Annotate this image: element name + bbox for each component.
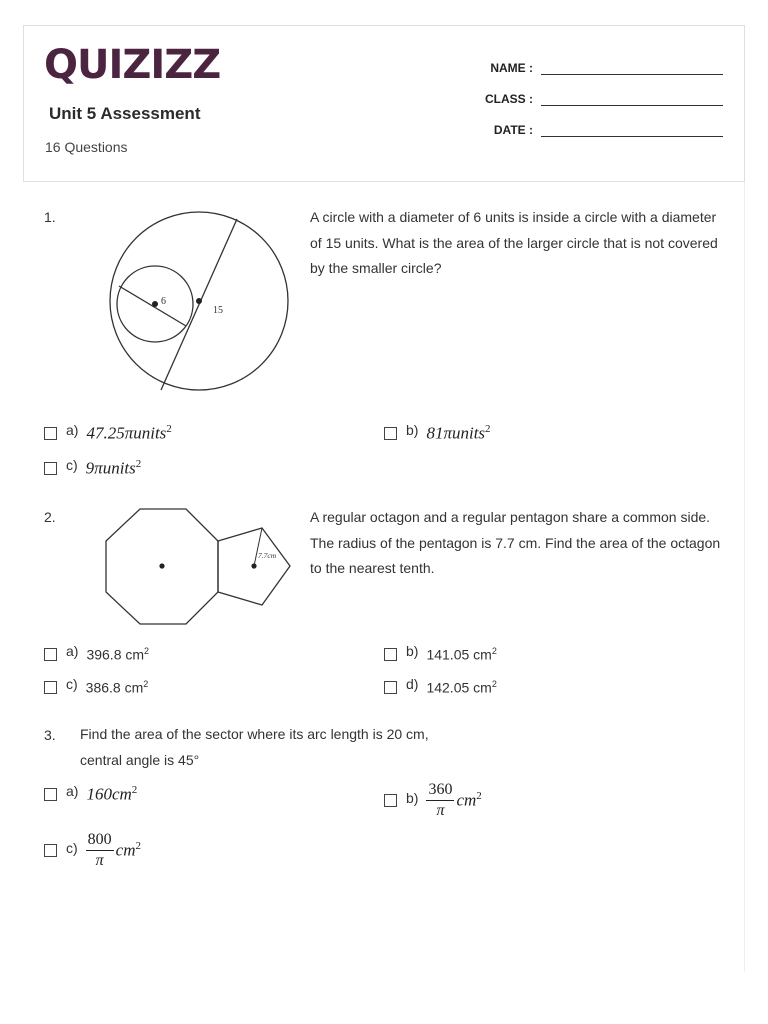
q2-option-c-exp: 2 xyxy=(143,679,149,689)
q1-large-center xyxy=(196,298,202,304)
q3-text-line1: Find the area of the sector where its arc length is 20 cm, xyxy=(80,726,429,742)
q2-option-c-value: 386.8 cm xyxy=(85,679,144,696)
class-field xyxy=(483,91,723,106)
q2-option-b-checkbox[interactable] xyxy=(384,648,397,661)
q3-option-b-checkbox[interactable] xyxy=(384,794,397,807)
class-line xyxy=(541,91,723,106)
q3-option-c-checkbox[interactable] xyxy=(44,844,57,857)
q3-option-c-letter: c) xyxy=(66,839,78,856)
q2-option-d-value: 142.05 cm xyxy=(426,679,492,696)
q1-option-a-letter: a) xyxy=(66,422,79,439)
name-label: NAME : xyxy=(490,61,533,75)
q2-option-a-exp: 2 xyxy=(144,646,150,656)
q2-pentagon-center xyxy=(251,563,256,568)
q3-option-b-numerator: 360 xyxy=(426,780,454,801)
q2-option-b-exp: 2 xyxy=(491,646,497,656)
q1-option-c-exp: 2 xyxy=(135,458,142,470)
q2-option-b-value: 141.05 cm xyxy=(426,646,492,663)
q1-large-diameter xyxy=(161,219,237,390)
quizizz-logo: QUIZIZZ xyxy=(44,42,221,88)
q3-number: 3. xyxy=(44,727,56,743)
q2-option-b[interactable] xyxy=(384,643,497,663)
q2-option-c-checkbox[interactable] xyxy=(44,681,57,694)
q2-option-d-letter: d) xyxy=(406,676,419,693)
q2-pentagon-radius xyxy=(254,528,262,566)
q2-option-a-letter: a) xyxy=(66,643,79,660)
name-line xyxy=(541,60,723,75)
q2-option-d[interactable] xyxy=(384,676,497,696)
q3-option-b-fraction xyxy=(426,780,454,821)
question-count: 16 Questions xyxy=(45,139,128,155)
q2-option-b-letter: b) xyxy=(406,643,419,660)
q2-polygons-figure xyxy=(100,503,300,633)
q1-number: 1. xyxy=(44,209,56,225)
q1-option-c-value: 9πunits xyxy=(85,458,136,478)
q1-option-a-exp: 2 xyxy=(166,423,172,435)
q1-option-c-letter: c) xyxy=(66,457,78,474)
q1-option-b-letter: b) xyxy=(406,422,419,439)
q3-option-a-checkbox[interactable] xyxy=(44,788,57,801)
q2-option-a-checkbox[interactable] xyxy=(44,648,57,661)
q3-option-b-exp: 2 xyxy=(476,790,482,803)
q1-option-a-value: 47.25πunits xyxy=(86,423,167,443)
q2-option-c-letter: c) xyxy=(66,676,78,693)
q3-option-c-unit: cm xyxy=(115,840,136,860)
q1-option-c[interactable] xyxy=(44,458,141,479)
date-line xyxy=(541,122,723,137)
q2-option-a-value: 396.8 cm xyxy=(86,646,145,663)
q3-option-b[interactable] xyxy=(384,780,482,821)
q3-option-c-denominator: π xyxy=(95,852,104,869)
q3-option-b-letter: b) xyxy=(406,789,419,806)
q1-option-a-checkbox[interactable] xyxy=(44,427,57,440)
q2-octagon-center xyxy=(159,563,164,568)
q1-option-b-value: 81πunits xyxy=(426,423,486,443)
q3-option-c-exp: 2 xyxy=(135,840,141,853)
q2-option-d-exp: 2 xyxy=(491,679,497,689)
page-margin-rule xyxy=(744,182,745,972)
q1-option-b-checkbox[interactable] xyxy=(384,427,397,440)
q2-radius-label: 7.7cm xyxy=(258,551,277,560)
q3-option-c[interactable] xyxy=(44,830,141,871)
q2-text: A regular octagon and a regular pentagon share a common side. The radius of the pentagon is 7.7 cm. Find the area of the octagon to the nearest tenth. xyxy=(310,509,721,576)
q1-label-6: 6 xyxy=(161,296,166,307)
q1-circles-figure xyxy=(100,200,300,400)
worksheet-title: Unit 5 Assessment xyxy=(49,104,201,123)
q3-option-a-exp: 2 xyxy=(131,784,138,796)
name-field xyxy=(483,60,723,75)
q3-option-b-denominator: π xyxy=(436,802,445,819)
q2-option-a[interactable] xyxy=(44,643,150,663)
q3-option-a-value: 160cm xyxy=(86,784,132,804)
q3-option-a-letter: a) xyxy=(66,783,79,800)
q3-option-c-fraction xyxy=(86,830,114,871)
q1-text: A circle with a diameter of 6 units is inside a circle with a diameter of 15 units. What is the area of the larger circle that is not covered by the smaller circle? xyxy=(310,209,718,276)
q1-small-diameter xyxy=(119,286,186,326)
q1-label-15: 15 xyxy=(213,305,223,316)
q3-option-a[interactable] xyxy=(44,784,137,805)
q2-option-d-checkbox[interactable] xyxy=(384,681,397,694)
q3-option-b-unit: cm xyxy=(456,790,477,810)
q1-option-a[interactable] xyxy=(44,423,172,444)
q3-option-c-numerator: 800 xyxy=(86,830,114,851)
q3-text xyxy=(80,722,500,773)
q1-option-b[interactable] xyxy=(384,423,491,444)
q1-option-b-exp: 2 xyxy=(485,423,491,435)
q3-text-line2: central angle is 45° xyxy=(80,751,200,768)
q1-option-c-checkbox[interactable] xyxy=(44,462,57,475)
q1-small-center xyxy=(152,301,158,307)
date-field xyxy=(483,122,723,137)
q2-number: 2. xyxy=(44,509,56,525)
class-label: CLASS : xyxy=(485,92,533,106)
q2-option-c[interactable] xyxy=(44,676,149,696)
date-label: DATE : xyxy=(493,123,533,137)
